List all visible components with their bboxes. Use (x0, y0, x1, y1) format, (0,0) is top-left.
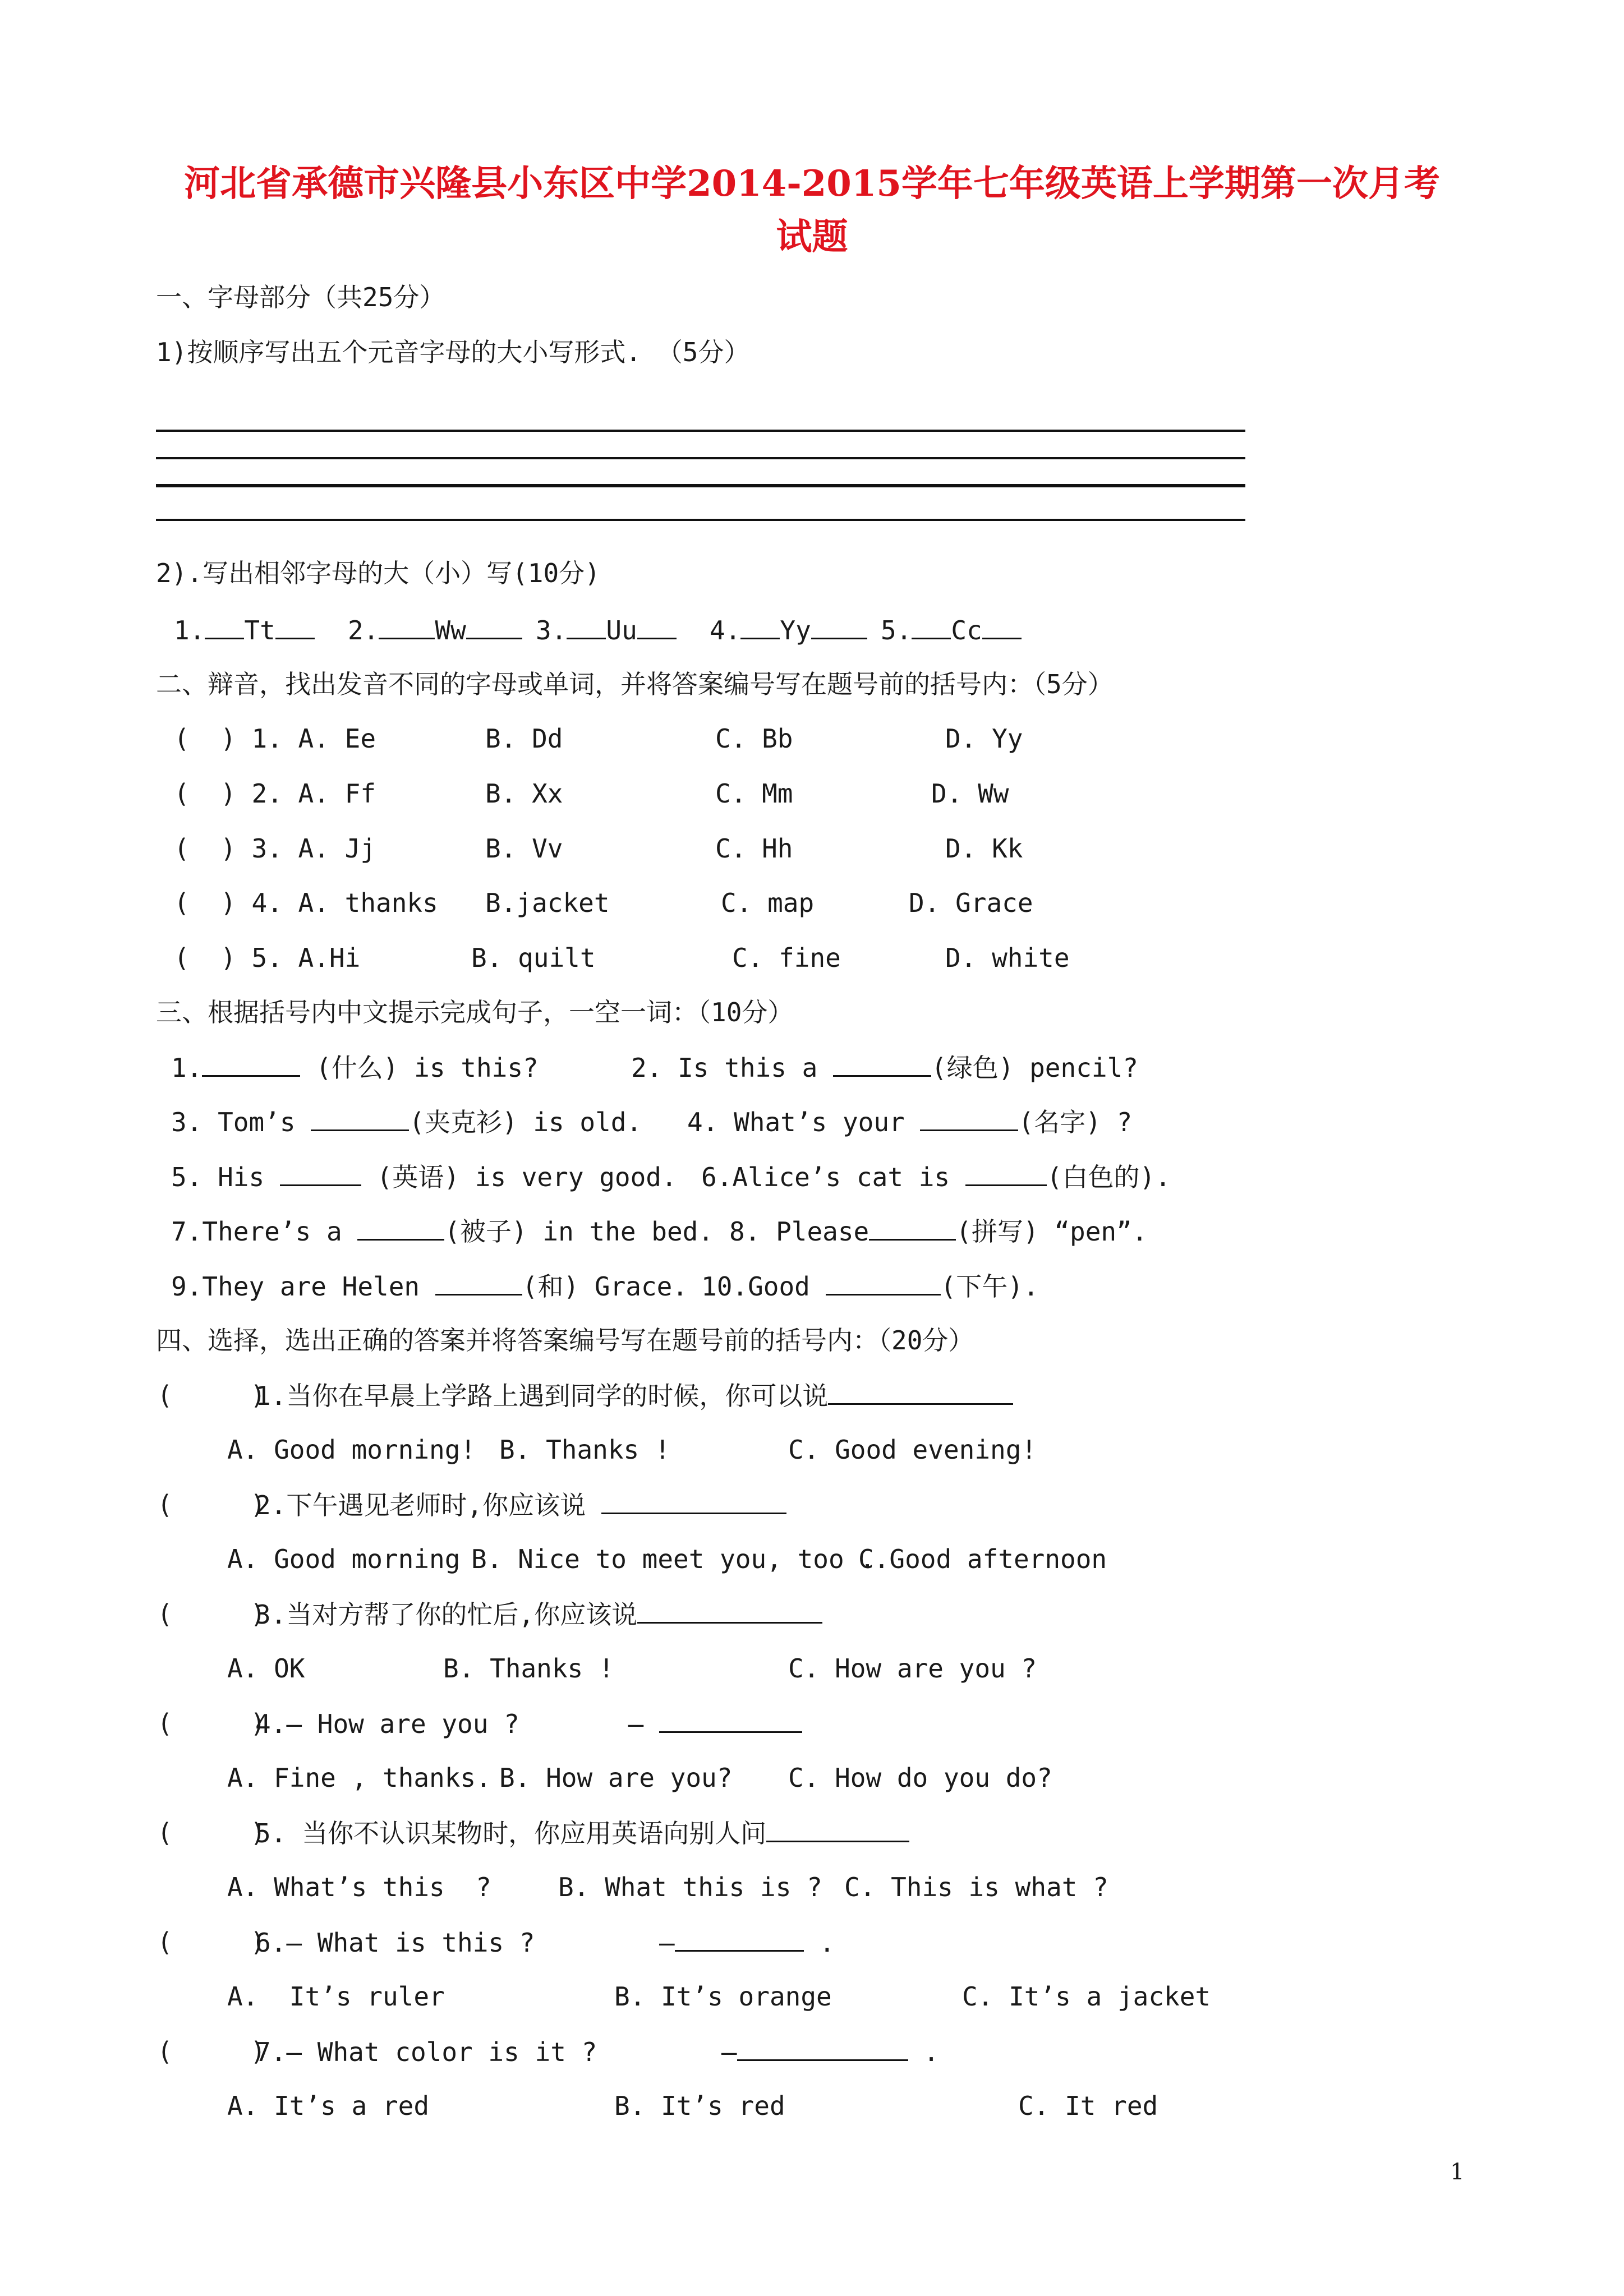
answer-paren: ( ) (157, 1818, 266, 1848)
sentence-7: 7.There’s a (被子) in the bed. (171, 1214, 714, 1248)
sec2-row3-b: B. Vv (485, 833, 563, 864)
writing-line-4 (156, 519, 1245, 521)
mc-question-3: 3.当对方帮了你的忙后,你应该说 (255, 1597, 822, 1631)
sec2-row3-d: D. Kk (945, 833, 1023, 864)
sec2-row4-a: ( ) 4. A. thanks (174, 888, 438, 918)
section3-heading: 三、根据括号内中文提示完成句子，一空一词：（10分） (156, 997, 794, 1027)
sec2-row2-c: C. Mm (715, 778, 793, 809)
sec2-row3-c: C. Hh (715, 833, 793, 864)
letter-item-4: 4. Yy (710, 613, 867, 647)
sec2-row2-a: ( ) 2. A. Ff (174, 778, 376, 809)
mc-question-5: 5. 当你不认识某物时，你应用英语向别人问 (255, 1816, 909, 1850)
mc-question-7: 7.— What color is it ? — . (255, 2035, 939, 2069)
sec2-row2-d: D. Ww (931, 778, 1009, 809)
section2-heading: 二、辩音，找出发音不同的字母或单词，并将答案编号写在题号前的括号内：（5分） (156, 669, 1114, 699)
mc1-option-a: A. Good morning! (227, 1435, 476, 1465)
sentence-9: 9.They are Helen (和) Grace. (171, 1269, 688, 1303)
sentence-2: 2. Is this a (绿色) pencil? (631, 1050, 1138, 1085)
sec2-row5-d: D. white (945, 943, 1070, 973)
mc3-option-b: B. Thanks ! (443, 1653, 614, 1684)
answer-paren: ( ) (157, 1927, 266, 1957)
mc4-option-a: A. Fine , thanks. (227, 1763, 491, 1793)
section1-heading: 一、字母部分（共25分） (156, 282, 445, 312)
letter-item-1: 1. Tt (174, 613, 315, 647)
mc4-option-c: C. How do you do? (788, 1763, 1052, 1793)
section4-heading: 四、选择，选出正确的答案并将答案编号写在题号前的括号内：（20分） (156, 1325, 974, 1356)
letter-item-2: 2. Ww (348, 613, 522, 647)
mc5-option-b: B. What this is ? (558, 1872, 822, 1902)
writing-line-2 (156, 457, 1245, 459)
sentence-3: 3. Tom’s (夹克衫) is old. (171, 1105, 642, 1139)
sentence-10: 10.Good (下午). (701, 1269, 1039, 1303)
mc2-option-b: B. Nice to meet you, too . (471, 1544, 876, 1574)
mc3-option-c: C. How are you ? (788, 1653, 1037, 1684)
sec2-row4-c: C. map (721, 888, 815, 918)
mc-question-4: 4.— How are you ? — (255, 1707, 802, 1741)
sec2-row1-b: B. Dd (485, 723, 563, 754)
mc1-option-b: B. Thanks ! (499, 1435, 670, 1465)
mc3-option-a: A. OK (227, 1653, 305, 1684)
letter-item-5: 5. Cc (881, 613, 1022, 647)
mc6-option-a: A. It’s ruler (227, 1981, 445, 2012)
answer-paren: ( ) (157, 1380, 266, 1410)
answer-paren: ( ) (157, 1708, 266, 1739)
sec2-row5-c: C. fine (732, 943, 841, 973)
mc5-option-a: A. What’s this ? (227, 1872, 491, 1902)
mc4-option-b: B. How are you? (499, 1763, 733, 1793)
sec2-row5-a: ( ) 5. A.Hi (174, 943, 361, 973)
mc7-option-a: A. It’s a red (227, 2091, 430, 2121)
mc2-option-c: C.Good afternoon (858, 1544, 1107, 1574)
mc-question-1: 1.当你在早晨上学路上遇到同学的时候，你可以说 (255, 1378, 1013, 1413)
answer-paren: ( ) (157, 2036, 266, 2067)
section1-q2: 2).写出相邻字母的大（小）写(10分) (156, 558, 600, 588)
page-number: 1 (1450, 2159, 1465, 2185)
sec2-row1-c: C. Bb (715, 723, 793, 754)
mc-question-6: 6.— What is this ? — . (255, 1925, 835, 1960)
sentence-1: 1. (什么) is this? (171, 1050, 539, 1085)
mc1-option-c: C. Good evening! (788, 1435, 1037, 1465)
document-title-line2: 试题 (776, 216, 848, 258)
letter-item-3: 3. Uu (536, 613, 677, 647)
sentence-8: 8. Please (拼写) “pen”. (729, 1214, 1148, 1248)
sec2-row4-d: D. Grace (909, 888, 1033, 918)
sec2-row2-b: B. Xx (485, 778, 563, 809)
sec2-row1-a: ( ) 1. A. Ee (174, 723, 376, 754)
writing-line-3 (156, 484, 1245, 487)
mc6-option-b: B. It’s orange (614, 1981, 832, 2012)
mc5-option-c: C. This is what ? (844, 1872, 1108, 1902)
mc-question-2: 2.下午遇见老师时,你应该说 (255, 1488, 786, 1522)
sec2-row5-b: B. quilt (471, 943, 596, 973)
mc6-option-c: C. It’s a jacket (962, 1981, 1211, 2012)
sec2-row3-a: ( ) 3. A. Jj (174, 833, 376, 864)
sec2-row1-d: D. Yy (945, 723, 1023, 754)
sentence-4: 4. What’s your (名字) ? (687, 1105, 1132, 1139)
sentence-5: 5. His (英语) is very good. (171, 1160, 677, 1194)
sec2-row4-b: B.jacket (485, 888, 610, 918)
mc2-option-a: A. Good morning (227, 1544, 461, 1574)
mc7-option-b: B. It’s red (614, 2091, 785, 2121)
section1-q1: 1)按顺序写出五个元音字母的大小写形式. （5分） (156, 337, 750, 367)
mc7-option-c: C. It red (1018, 2091, 1158, 2121)
document-title: 河北省承德市兴隆县小东区中学2014-2015学年七年级英语上学期第一次月考 (184, 163, 1440, 205)
answer-paren: ( ) (157, 1599, 266, 1629)
sentence-6: 6.Alice’s cat is (白色的). (701, 1160, 1171, 1194)
answer-paren: ( ) (157, 1490, 266, 1520)
writing-line-1 (156, 430, 1245, 432)
